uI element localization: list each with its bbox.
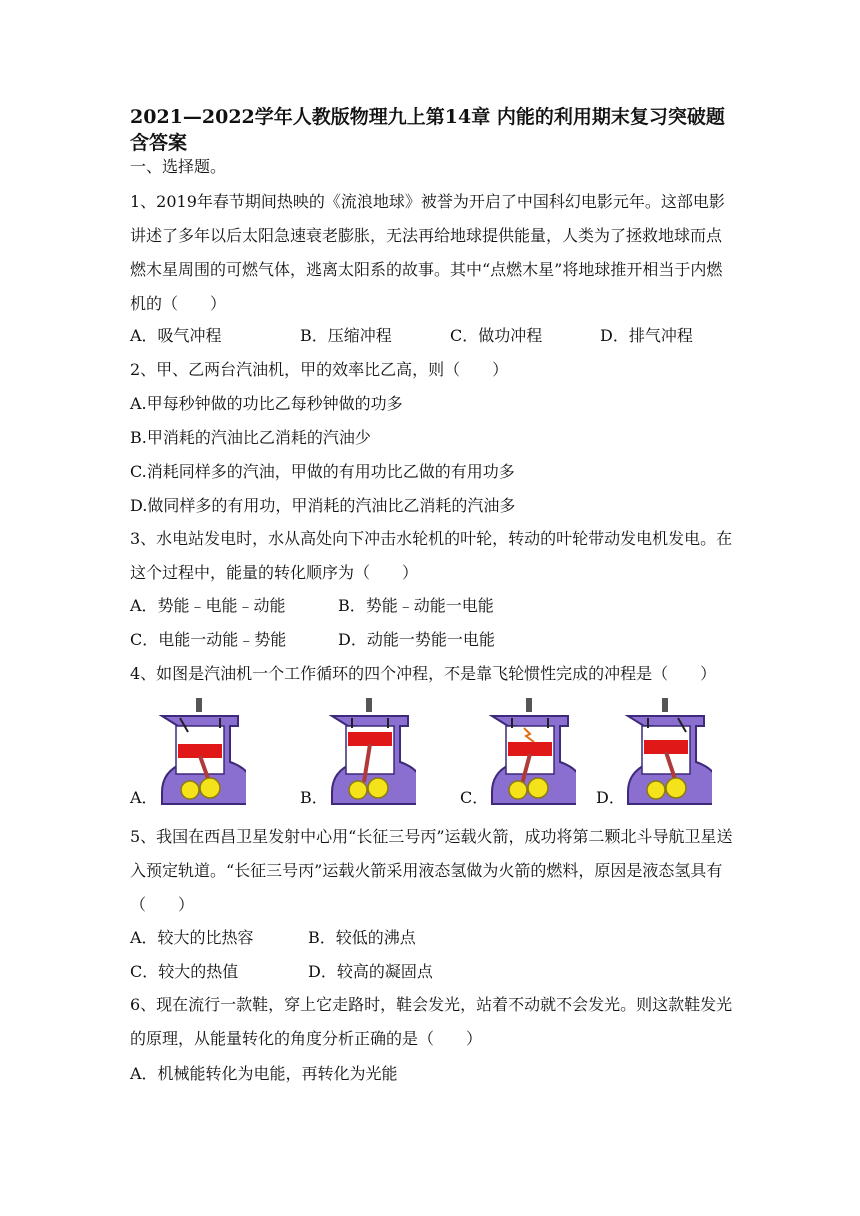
question-4-text: 4、如图是汽油机一个工作循环的四个冲程，不是靠飞轮惯性完成的冲程是（ ） <box>130 664 717 683</box>
q1-option-b: B．压缩冲程 <box>300 326 392 345</box>
engine-c-icon <box>484 698 576 808</box>
figure-d-label: D． <box>596 788 625 807</box>
question-3-options-row-2 <box>130 629 495 651</box>
engine-figure-b <box>298 698 468 810</box>
q5-option-b: B．较低的沸点 <box>308 928 416 947</box>
engine-d-icon <box>620 698 712 808</box>
q1-option-c: C．做功冲程 <box>450 326 543 345</box>
engine-figure-a <box>128 698 298 810</box>
question-3-text: 3、水电站发电时，水从高处向下冲击水轮机的叶轮，转动的叶轮带动发电机发电。在这个过程中，能量的转化顺序为（ ） <box>130 529 733 582</box>
q5-option-a: A．较大的比热容 <box>130 928 254 947</box>
engine-a-icon <box>154 698 246 808</box>
q6-option-a: A．机械能转化为电能，再转化为光能 <box>130 1064 398 1083</box>
q2-option-c: C.消耗同样多的汽油，甲做的有用功比乙做的有用功多 <box>130 462 515 481</box>
q1-option-a: A．吸气冲程 <box>130 326 222 345</box>
q3-option-a: A．势能﹣电能﹣动能 <box>130 596 286 615</box>
section-heading: 一、选择题。 <box>130 157 227 176</box>
question-5-text: 5、我国在西昌卫星发射中心用“长征三号丙”运载火箭，成功将第二颗北斗导航卫星送入预定轨道。“长征三号丙”运载火箭采用液态氢做为火箭的燃料，原因是液态氢具有（ ） <box>130 827 733 914</box>
question-1-text: 1、2019年春节期间热映的《流浪地球》被誉为开启了中国科幻电影元年。这部电影讲述了多年以后太阳急速衰老膨胀，无法再给地球提供能量，人类为了拯救地球而点燃木星周围的可燃气体，逃离太阳系的故事。其中“点燃木星”将地球推开相当于内燃机的（ ） <box>130 192 725 313</box>
question-5-options-row-2 <box>130 961 433 983</box>
q3-option-d: D．动能一势能一电能 <box>338 630 495 649</box>
engine-figure-d <box>594 698 764 810</box>
q2-option-b: B.甲消耗的汽油比乙消耗的汽油少 <box>130 428 371 447</box>
question-2-text: 2、甲、乙两台汽油机，甲的效率比乙高，则（ ） <box>130 360 509 379</box>
q3-option-c: C．电能一动能﹣势能 <box>130 630 287 649</box>
engine-stroke-figures <box>128 698 738 810</box>
q5-option-d: D．较高的凝固点 <box>308 962 433 981</box>
figure-b-label: B． <box>300 788 328 807</box>
engine-b-icon <box>324 698 416 808</box>
question-3-options-row-1 <box>130 595 494 617</box>
document-title: 2021—2022学年人教版物理九上第14章 内能的利用期末复习突破题含答案 <box>130 106 725 154</box>
figure-c-label: C． <box>460 788 489 807</box>
figure-a-label: A． <box>130 788 158 807</box>
q2-option-a: A.甲每秒钟做的功比乙每秒钟做的功多 <box>130 394 403 413</box>
question-5-options-row-1 <box>130 927 416 949</box>
q3-option-b: B．势能﹣动能一电能 <box>338 596 494 615</box>
q1-option-d: D．排气冲程 <box>600 326 693 345</box>
q2-option-d: D.做同样多的有用功，甲消耗的汽油比乙消耗的汽油多 <box>130 496 516 515</box>
question-1-options <box>130 325 693 347</box>
q5-option-c: C．较大的热值 <box>130 962 239 981</box>
question-6-text: 6、现在流行一款鞋，穿上它走路时，鞋会发光，站着不动就不会发光。则这款鞋发光的原理，从能量转化的角度分析正确的是（ ） <box>130 995 733 1048</box>
